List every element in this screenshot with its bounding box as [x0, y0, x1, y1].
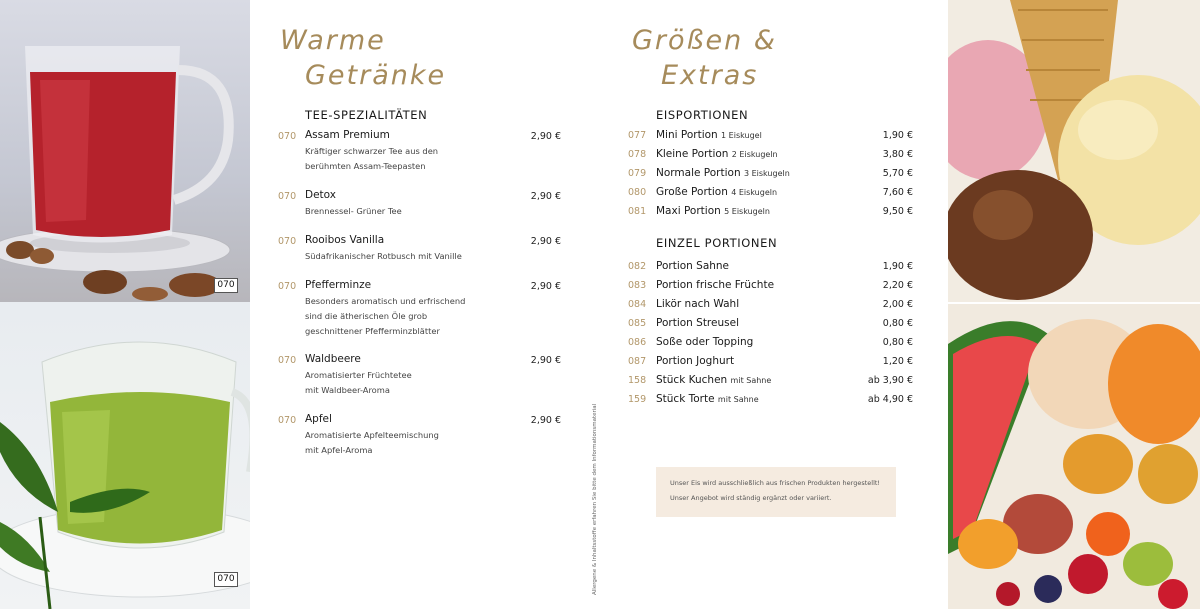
item-subtext: 1 Eiskugel: [721, 131, 762, 140]
item-subtext: 4 Eiskugeln: [731, 188, 778, 197]
item-price: 1,20 €: [882, 356, 913, 367]
item-price: 0,80 €: [882, 337, 913, 348]
item-number: 070: [278, 236, 297, 247]
ice-cream-photo: [948, 0, 1200, 302]
description-line: Aromatisierter Früchtetee: [305, 370, 412, 380]
item-name: Waldbeere: [305, 353, 361, 365]
item-number: 079: [628, 168, 647, 179]
description-line: Besonders aromatisch und erfrischend: [305, 296, 466, 306]
right-title-line2: Extras: [661, 60, 759, 91]
section-title-single: EINZEL PORTIONEN: [656, 236, 778, 250]
item-name-text: Likör nach Wahl: [656, 298, 740, 310]
fruit-photo: [948, 304, 1200, 609]
item-name: [656, 355, 734, 367]
item-price: 2,90 €: [530, 131, 561, 142]
item-price: 5,70 €: [882, 168, 913, 179]
item-number: 078: [628, 149, 647, 160]
description-line: mit Apfel-Aroma: [305, 445, 373, 455]
description-line: Brennessel- Grüner Tee: [305, 206, 402, 216]
item-price: 3,80 €: [882, 149, 913, 160]
description-line: mit Waldbeer-Aroma: [305, 385, 390, 395]
item-name-text: Kleine Portion: [656, 148, 729, 160]
item-name: [656, 279, 774, 291]
right-title-line1: Größen &: [632, 25, 777, 56]
item-name: [656, 317, 739, 329]
item-name: Assam Premium: [305, 129, 390, 141]
item-number: 070: [278, 415, 297, 426]
item-name: Apfel: [305, 413, 332, 425]
section-title-tea: TEE-SPEZIALITÄTEN: [305, 108, 428, 122]
item-description: [305, 249, 462, 264]
item-number: 081: [628, 206, 647, 217]
item-description: [305, 144, 438, 174]
item-number: 070: [278, 355, 297, 366]
item-name-text: Portion Joghurt: [656, 355, 735, 367]
description-line: Aromatisierte Apfelteemischung: [305, 430, 439, 440]
item-name: Detox: [305, 189, 336, 201]
item-name-text: Mini Portion: [656, 129, 718, 141]
item-number: 083: [628, 280, 647, 291]
item-number: 158: [628, 375, 647, 386]
item-number: 082: [628, 261, 647, 272]
item-name: [656, 148, 778, 160]
item-price: 2,90 €: [530, 415, 561, 426]
item-name-text: Normale Portion: [656, 167, 741, 179]
section-title-ice: EISPORTIONEN: [656, 108, 749, 122]
item-price: 2,90 €: [530, 281, 561, 292]
item-subtext: mit Sahne: [730, 376, 772, 385]
item-number: 085: [628, 318, 647, 329]
item-price: 1,90 €: [882, 261, 913, 272]
item-number: 080: [628, 187, 647, 198]
item-number: 084: [628, 299, 647, 310]
item-price: ab 3,90 €: [867, 375, 913, 386]
item-price: 2,20 €: [882, 280, 913, 291]
item-name: [656, 167, 790, 179]
item-name: [656, 393, 759, 405]
item-price: 1,90 €: [882, 130, 913, 141]
info-note-box: [656, 467, 896, 517]
item-price: 2,90 €: [530, 191, 561, 202]
item-name: [656, 186, 777, 198]
item-number: 077: [628, 130, 647, 141]
item-name-text: Maxi Portion: [656, 205, 721, 217]
item-description: [305, 428, 439, 458]
item-subtext: mit Sahne: [717, 395, 759, 404]
item-number-tag: 070: [214, 278, 238, 293]
item-number: 070: [278, 131, 297, 142]
item-name: [656, 336, 753, 348]
description-line: geschnittener Pfefferminzblätter: [305, 326, 440, 336]
item-name-text: Portion Streusel: [656, 317, 739, 329]
item-number-tag: 070: [214, 572, 238, 587]
note-line-2: Unser Angebot wird ständig ergänzt oder variiert.: [670, 494, 832, 502]
item-subtext: 3 Eiskugeln: [743, 169, 790, 178]
item-name-text: Große Portion: [656, 186, 728, 198]
item-number: 086: [628, 337, 647, 348]
left-title-line2: Getränke: [305, 60, 447, 91]
item-price: 7,60 €: [882, 187, 913, 198]
item-subtext: 2 Eiskugeln: [731, 150, 778, 159]
green-tea-photo: [0, 302, 250, 609]
item-description: [305, 368, 412, 398]
item-number: 070: [278, 281, 297, 292]
item-name: [656, 374, 771, 386]
item-name: [656, 260, 729, 272]
item-name-text: Portion Sahne: [656, 260, 730, 272]
item-name: [656, 129, 762, 141]
left-title-line1: Warme: [280, 25, 386, 56]
item-name: Rooibos Vanilla: [305, 234, 385, 246]
item-price: 9,50 €: [882, 206, 913, 217]
item-name-text: Portion frische Früchte: [656, 279, 775, 291]
allergen-note: Allergene & Inhaltsstoffe erfahren Sie bitte dem Informationsmaterial: [592, 403, 598, 595]
item-price: 2,90 €: [530, 355, 561, 366]
item-price: 0,80 €: [882, 318, 913, 329]
item-name-text: Soße oder Topping: [656, 336, 754, 348]
item-price: ab 4,90 €: [867, 394, 913, 405]
description-line: berühmten Assam-Teepasten: [305, 161, 426, 171]
item-name: [656, 205, 770, 217]
item-name: [656, 298, 739, 310]
item-price: 2,00 €: [882, 299, 913, 310]
description-line: Kräftiger schwarzer Tee aus den: [305, 146, 439, 156]
item-name-text: Stück Kuchen: [656, 374, 728, 386]
item-description: [305, 294, 465, 339]
description-line: Südafrikanischer Rotbusch mit Vanille: [305, 251, 462, 261]
item-name: Pfefferminze: [305, 279, 372, 291]
item-number: 070: [278, 191, 297, 202]
item-number: 087: [628, 356, 647, 367]
item-price: 2,90 €: [530, 236, 561, 247]
item-number: 159: [628, 394, 647, 405]
item-subtext: 5 Eiskugeln: [724, 207, 770, 216]
note-line-1: Unser Eis wird ausschließlich aus frischen Produkten hergestellt!: [670, 479, 881, 487]
red-tea-photo: [0, 0, 250, 302]
description-line: sind die ätherischen Öle grob: [305, 311, 428, 321]
item-description: [305, 204, 402, 219]
item-name-text: Stück Torte: [656, 393, 715, 405]
